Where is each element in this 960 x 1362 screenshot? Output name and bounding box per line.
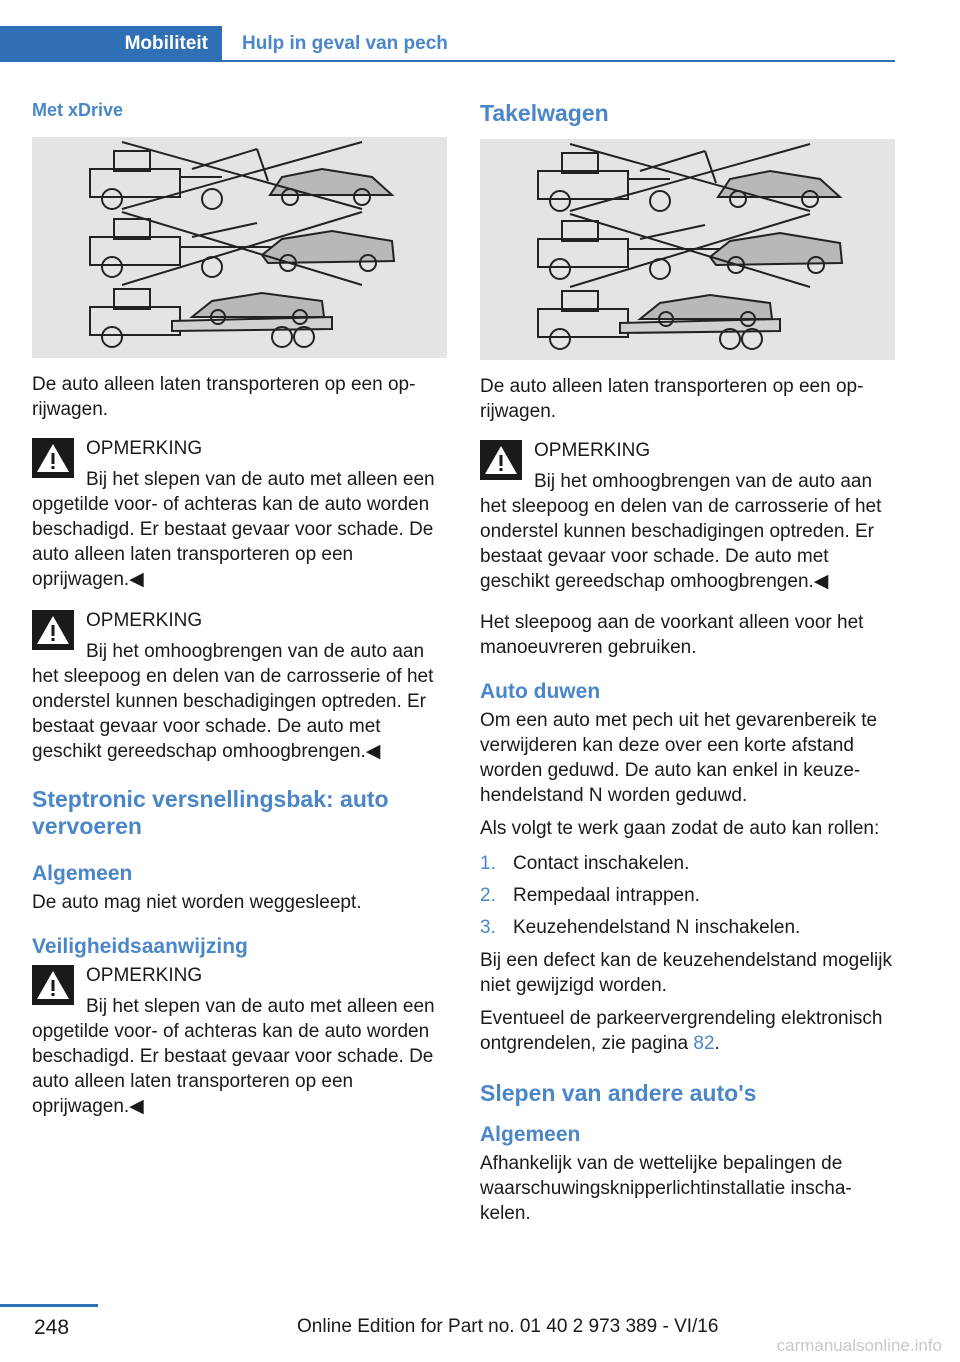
warning-triangle-icon <box>32 610 74 650</box>
warning-block <box>480 438 895 594</box>
warning-block <box>32 436 447 592</box>
step-number: 2. <box>480 885 496 906</box>
warning-text: Bij het omhoogbrengen van de auto aan het sleepoog en delen van de carrosserie of het onderstel kunnen beschadigingen optreden. Er bestaat gevaar voor schade. De auto met geschikt gereedschap omhoogbrengen.◀ <box>480 471 882 592</box>
page-link[interactable]: 82 <box>693 1033 715 1054</box>
transport-text: De auto alleen laten transporteren op een oprijwagen. <box>480 376 864 422</box>
edition-text: Online Edition for Part no. 01 40 2 973 389 - VI/16 <box>297 1316 719 1337</box>
warning-title: OPMERKING <box>534 440 651 461</box>
heading-auto-duwen: Auto duwen <box>480 680 601 703</box>
parkeer-paragraph <box>480 1006 895 1056</box>
warning-triangle-icon <box>32 965 74 1005</box>
towing-illustration <box>32 137 447 358</box>
towing-illustration-svg <box>480 139 895 360</box>
heading-slepen-andere-autos: Slepen van andere auto's <box>480 1080 757 1106</box>
algemeen-text: Afhankelijk van de wettelijke bepalingen de waarschuwingsknipperlichtinstallatie inschakelen. <box>480 1153 852 1224</box>
step-number: 1. <box>480 853 496 874</box>
right-column <box>480 100 895 1240</box>
heading-algemeen: Algemeen <box>32 862 133 885</box>
watermark: carmanualsonline.info <box>776 1336 942 1355</box>
warning-title: OPMERKING <box>86 438 203 459</box>
header-rule <box>0 60 895 62</box>
duwen-text: Om een auto met pech uit het gevarenbereik te verwijderen kan deze over een korte afstand worden geduwd. De auto kan enkel in keuzehendelstand N worden geduwd. <box>480 710 878 806</box>
step-text: Contact inschakelen. <box>513 853 690 874</box>
warning-title: OPMERKING <box>86 610 203 631</box>
heading-met-xdrive: Met xDrive <box>32 100 124 120</box>
heading-veiligheidsaanwijzing: Veiligheidsaanwijzing <box>32 935 248 958</box>
page-number: 248 <box>34 1316 70 1339</box>
list-item <box>480 851 895 876</box>
list-item <box>480 883 895 908</box>
tab-mobiliteit[interactable]: Mobiliteit <box>0 26 222 62</box>
steps-list <box>480 851 895 940</box>
step-text: Keuzehendelstand N inschakelen. <box>513 917 801 938</box>
sleepoog-text: Het sleepoog aan de voorkant alleen voor het manoeuvreren gebruiken. <box>480 612 864 658</box>
parkeer-end: . <box>714 1033 720 1054</box>
warning-triangle-icon <box>32 438 74 478</box>
warning-text: Bij het slepen van de auto met alleen een opgetilde voor- of achteras kan de auto worden beschadigd. Er bestaat gevaar voor schade. De auto alleen laten transporteren op een oprijwagen.◀ <box>32 996 435 1117</box>
step-number: 3. <box>480 917 496 938</box>
heading-algemeen: Algemeen <box>480 1123 581 1146</box>
step-text: Rempedaal intrappen. <box>513 885 700 906</box>
heading-takelwagen: Takelwagen <box>480 100 609 126</box>
tab-hulp-bij-pech[interactable]: Hulp in geval van pech <box>242 33 448 54</box>
footer-rule <box>0 1304 98 1307</box>
warning-triangle-icon <box>480 440 522 480</box>
towing-illustration <box>480 139 895 360</box>
towing-illustration-svg <box>32 137 447 358</box>
heading-steptronic: Steptronic versnellingsbak: auto vervoeren <box>32 786 389 839</box>
warning-title: OPMERKING <box>86 965 203 986</box>
left-column <box>32 100 447 1135</box>
list-item <box>480 915 895 940</box>
page-header <box>0 26 895 62</box>
transport-text: De auto alleen laten transporteren op een oprijwagen. <box>32 374 416 420</box>
algemeen-text: De auto mag niet worden weggesleept. <box>32 892 362 913</box>
warning-text: Bij het slepen van de auto met alleen een opgetilde voor- of achteras kan de auto worden beschadigd. Er bestaat gevaar voor schade. De auto alleen laten transporteren op een oprijwagen.◀ <box>32 469 435 590</box>
warning-block <box>32 963 447 1119</box>
defect-text: Bij een defect kan de keuzehendelstand mogelijk niet gewijzigd worden. <box>480 950 892 996</box>
parkeer-text: Eventueel de parkeervergrendeling elektronisch ontgrendelen, zie pagina <box>480 1008 883 1054</box>
warning-text: Bij het omhoogbrengen van de auto aan het sleepoog en delen van de carrosserie of het onderstel kunnen beschadigingen optreden. Er bestaat gevaar voor schade. De auto met geschikt gereedschap omhoogbrengen.◀ <box>32 641 434 762</box>
warning-block <box>32 608 447 764</box>
rollen-text: Als volgt te werk gaan zodat de auto kan rollen: <box>480 818 880 839</box>
